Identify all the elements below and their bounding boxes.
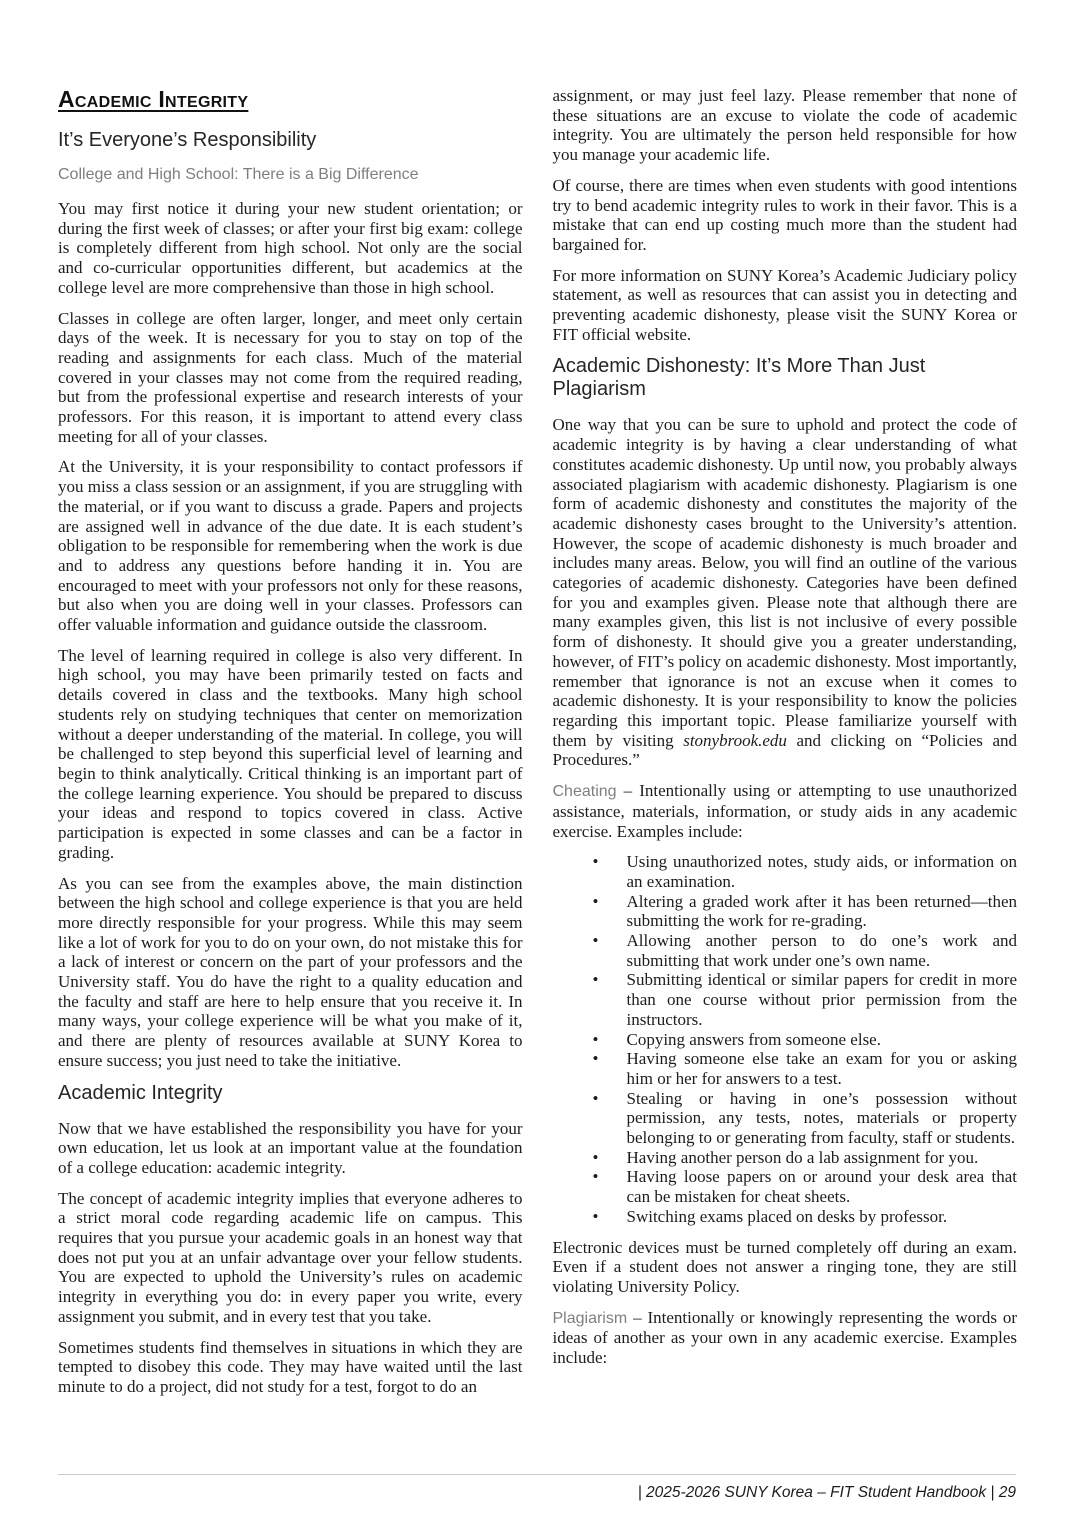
paragraph-tempted: Sometimes students find themselves in situations in which they are tempted to disobey this code. They may have waited until the last minute to do a project, did not study for a test, forgot to do an [58, 1337, 523, 1396]
paragraph-established-responsibility: Now that we have established the responsibility you have for your own education, let us look at an important value at the foundation of a college education: academic integrity. [58, 1118, 523, 1177]
dishonesty-intro-text: One way that you can be sure to uphold and protect the code of academic integrity is by having a clear understanding of what constitutes academic dishonesty. Up until now, you probably always associated plagiarism with academic dishonesty. Plagiarism is one form of academic dishonesty and constitutes the majority of the academic dishonesty cases brought to the University’s attention. However, the scope of academic dishonesty is much broader and includes many areas. Below, you will find an outline of the various categories of academic dishonesty. Categories have been defined for you and examples given. Please note that although there are many examples given, this list is not inclusive of every possible form of dishonesty. It should give you a greater understanding, however, of FIT’s policy on academic dishonesty. Most importantly, remember that ignorance is not an excuse when it comes to academic dishonesty. It is your responsibility to know the policies regarding this important topic. Please familiarize yourself with them by visiting [552, 415, 1017, 750]
list-item: • Switching exams placed on desks by professor. [553, 1207, 1018, 1227]
cheating-definition-text: – Intentionally using or attempting to use unauthorized assistance, materials, information, or study aids in any academic exercise. Examples include: [552, 781, 1017, 841]
footer-divider [58, 1474, 1016, 1475]
subheading-college-vs-high-school: College and High School: There is a Big Difference [58, 166, 419, 183]
paragraph-responsibility: At the University, it is your responsibility to contact professors if you miss a class session or an assignment, if you are struggling with the material, or if you want to discuss a grade. Papers and projects are assigned well in advance of the due date. It is each student’s obligation to be responsible for remembering when the work is due and to address any questions before handing it in. You are encouraged to meet with your professors not only for these reasons, but also when you are doing well in your classes. Professors can offer valuable information and guidance outside the classroom. [58, 457, 523, 635]
list-item: • Altering a graded work after it has been returned—then submitting the work for re-grading. [553, 892, 1018, 931]
footer-page-info: | 2025-2026 SUNY Korea – FIT Student Handbook | 29 [637, 1484, 1016, 1501]
list-item: • Submitting identical or similar papers for credit in more than one course without prior permission from the instructors. [553, 970, 1018, 1029]
list-item: • Having loose papers on or around your desk area that can be mistaken for cheat sheets. [553, 1167, 1018, 1206]
paragraph-plagiarism-definition [553, 1308, 1018, 1368]
subheading-everyones-responsibility: It’s Everyone’s Responsibility [58, 129, 317, 151]
paragraph-level-of-learning: The level of learning required in college is also very different. In high school, you may have been primarily tested on facts and details covered in class and the textbooks. Many high school students rely on studying techniques that center on memorization without a deeper understanding of the material. In college, you will be challenged to step beyond this superficial level of learning and begin to think analytically. Critical thinking is an important part of the college learning experience. You should be prepared to discuss your ideas and respond to topics covered in class. Active participation is expected in some classes and can be a factor in grading. [58, 645, 523, 862]
paragraph-cheating-definition [553, 781, 1018, 841]
list-item: • Allowing another person to do one’s work and submitting that work under one’s own name. [553, 931, 1018, 970]
list-item: • Copying answers from someone else. [553, 1030, 1018, 1050]
left-column [58, 86, 523, 1408]
paragraph-classes: Classes in college are often larger, longer, and meet only certain days of the week. It is necessary for you to stay on top of the reading and assignments for each class. Much of the material covered in your classes may not come from the required reading, but from the professional expertise and research interests of your professors. For this reason, it is important to attend every class meeting for all of your classes. [58, 308, 523, 446]
list-item: • Stealing or having in one’s possession without permission, any tests, notes, materials or property belonging to or generating from faculty, staff or students. [553, 1089, 1018, 1148]
section-heading-academic-integrity: Academic Integrity [58, 86, 249, 112]
list-item: • Having another person do a lab assignment for you. [553, 1148, 1018, 1168]
paragraph-good-intentions: Of course, there are times when even students with good intentions try to bend academic integrity rules to work in their favor. This is a mistake that can end up costing much more than the student had bargained for. [552, 175, 1017, 254]
paragraph-orientation: You may first notice it during your new student orientation; or during the first week of classes; or after your first big exam: college is completely different from high school. Not only are the social and co-curricular opportunities different, but academics at the college level are more comprehensive than those in high school. [58, 199, 523, 297]
paragraph-more-information: For more information on SUNY Korea’s Academic Judiciary policy statement, as well as resources that can assist you in detecting and preventing academic dishonesty, please visit the SUNY Korea or FIT official website. [552, 265, 1017, 344]
stonybrook-edu-reference: stonybrook.edu [683, 730, 787, 750]
two-column-layout [58, 86, 1017, 1408]
page-footer [58, 1474, 1016, 1518]
list-item: • Having someone else take an exam for you or asking him or her for answers to a test. [553, 1049, 1018, 1088]
cheating-examples-list [553, 852, 1018, 1226]
right-column [553, 86, 1018, 1408]
paragraph-dishonesty-intro [553, 415, 1018, 770]
subheading-academic-integrity: Academic Integrity [58, 1081, 223, 1104]
plagiarism-definition-text: – Intentionally or knowingly representing the words or ideas of another as your own in any academic exercise. Examples include: [552, 1307, 1017, 1368]
paragraph-main-distinction: As you can see from the examples above, the main distinction between the high school and college experience is that you are held more directly responsible for your progress. While this may seem like a lot of work for you to do on your own, do not mistake this for a lack of interest or concern on the part of your professors and the University staff. You do have the right to a quality education and the faculty and staff are here to help ensure that you receive it. In many ways, your college experience will be what you make of it, and there are plenty of resources available at SUNY Korea to ensure success; you just need to take the initiative. [58, 873, 523, 1070]
paragraph-excuses: assignment, or may just feel lazy. Please remember that none of these situations are an excuse to violate the code of academic integrity. You are ultimately the person held responsible for how you manage your academic life. [552, 86, 1017, 165]
term-plagiarism: Plagiarism [552, 1309, 628, 1327]
paragraph-electronic-devices: Electronic devices must be turned completely off during an exam. Even if a student does not answer a ringing tone, they are still violating University Policy. [552, 1237, 1017, 1296]
dishonesty-intro-closing: and clicking on “Policies and Procedures.” [552, 730, 1018, 770]
term-cheating: Cheating [552, 783, 617, 801]
paragraph-concept: The concept of academic integrity implies that everyone adheres to a strict moral code regarding academic life on campus. This requires that you pursue your academic goals in an honest way that does not put you at an unfair advantage over your fellow students. You are expected to uphold the University’s rules on academic integrity in everything you do: in every paper you write, every assignment you submit, and in every test that you take. [58, 1188, 523, 1326]
list-item: • Using unauthorized notes, study aids, or information on an examination. [553, 852, 1018, 891]
subheading-academic-dishonesty: Academic Dishonesty: It’s More Than Just Plagiarism [552, 355, 926, 401]
